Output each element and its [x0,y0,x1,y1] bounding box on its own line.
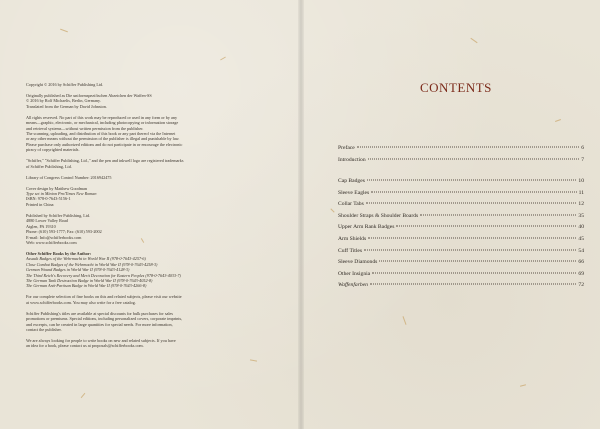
toc-entry[interactable] [338,224,584,236]
other-book-item: German Wound Badges in World War II (978-0-7643-4128-3) [26,267,130,273]
other-books-heading: Other Schiffer Books by the Author: [26,250,92,256]
origin-line: Originally published as Die uniformspezifischen Abzeichen der Waffen-SS [26,93,152,98]
toc-front-matter [338,145,584,168]
toc-entry[interactable] [338,271,584,283]
toc-entry-label: Upper Arm Rank Badges [338,224,395,231]
catalog-note [26,294,286,305]
other-book-item: The German Anti-Partisan Badge in World War II (978-0-7643-4266-8) [26,283,147,289]
rights-line: or any other means without the permission of the publisher is illegal and punishable by law. [26,136,180,142]
authors-note-line: We are always looking for people to write books on new and related subjects. If you have [26,337,176,343]
rights-line: Please purchase only authorized editions and do not participate in or encourage the electronic [26,141,183,147]
toc-entry-label: Introduction [338,156,366,163]
toc-entry-page: 12 [578,201,584,208]
design-line: Cover design by Matthew Goodman [26,185,87,191]
trademark-block [26,158,286,169]
toc-leader-dots [364,249,576,250]
other-book-item: Assault Badges of the Wehrmacht in World War II (978-0-7643-4257-6) [26,256,146,262]
toc-leader-dots [357,147,579,148]
authors-note [26,338,286,349]
origin-line: Translated from the German by David Johnston. [26,103,107,109]
toc-leader-dots [420,214,576,215]
toc-leader-dots [396,226,576,227]
toc-entry[interactable] [338,190,584,202]
paper-fleck [60,29,68,33]
toc-entry-label: Cuff Titles [338,247,362,254]
catalog-line: at www.schifferbooks.com. You may also write for a free catalog. [26,299,136,305]
special-sales-line: Schiffer Publishing's titles are available at special discounts for bulk purchases for sales [26,310,173,316]
toc-entry-page: 7 [581,156,584,163]
toc-leader-dots [371,191,576,192]
toc-entry[interactable] [338,236,584,248]
toc-entry-label: Other Insignia [338,270,371,277]
toc-entry-label: Shoulder Straps & Shoulder Boards [338,212,419,219]
paper-fleck [470,38,477,43]
toc-entry-page: 10 [578,178,584,184]
toc-leader-dots [366,203,577,204]
toc-entry-page: 35 [578,212,584,219]
copyright-page [26,82,286,354]
rights-block [26,115,286,153]
authors-note-line: an idea for a book, please contact us at proposals@schifferbooks.com. [26,343,144,349]
paper-fleck [220,57,226,61]
publisher-line: Published by Schiffer Publishing, Ltd. [26,212,91,218]
design-line: ISBN: 978-0-7643-5156-1 [26,196,71,202]
design-block [26,186,286,208]
paper-fleck [81,393,86,398]
toc-entry[interactable] [338,213,584,225]
toc-entry-page: 72 [578,282,584,289]
toc-entry-page: 6 [581,145,584,151]
toc-leader-dots [367,180,577,181]
toc-entry[interactable] [338,157,584,169]
origin-line: © 2016 by Rolf Michaelis, Berlin, Germany. [26,98,101,104]
toc-entry-label: Sleeve Eagles [338,189,370,196]
toc-entry-page: 54 [578,247,584,254]
paper-fleck [520,384,526,387]
other-book-item: The Third Reich's Recovery and Merit Decoration for Eastern Peoples (978-0-7643-4033-7) [26,272,181,278]
toc-leader-dots [368,158,580,159]
toc-entry-label: Arm Shields [338,235,367,242]
loc-number: Library of Congress Control Number: 2016942475 [26,174,112,180]
trademark-line: "Schiffer," "Schiffer Publishing, Ltd.," and the pen and inkwell logo are registered trademarks [26,158,184,164]
toc-entry-page: 69 [578,270,584,277]
toc-entry-label: Collar Tabs [338,201,364,208]
special-sales-line: promotions or premiums. Special editions, including personalized covers, corporate imprints, [26,316,183,322]
special-sales-block [26,311,286,333]
catalog-line: For our complete selection of fine books on this and related subjects, please visit our website [26,294,182,300]
publisher-web[interactable]: Web: www.schifferbooks.com [26,239,77,245]
rights-line: means—graphic, electronic, or mechanical, including photocopying or information storage [26,120,179,126]
other-book-item: Close Combat Badges of the Wehrmacht in World War II (978-0-7643-4258-3) [26,261,158,267]
toc-entry[interactable] [338,145,584,157]
toc-entry-page: 11 [578,189,584,196]
toc-entry[interactable] [338,201,584,213]
other-books-block [26,251,286,289]
special-sales-line: contact the publisher. [26,326,62,332]
toc-entry-page: 40 [578,224,584,231]
rights-line: All rights reserved. No part of this work may be reproduced or used in any form or by any [26,114,178,120]
paper-fleck [555,119,561,122]
toc-leader-dots [372,272,576,273]
paper-fleck [330,208,334,212]
toc-entry-page: 45 [578,235,584,242]
toc-entry-label: Preface [338,145,355,151]
design-line: Type set in Minion Pro/Times New Roman [26,191,97,197]
toc-leader-dots [368,237,576,238]
paper-fleck [402,316,406,325]
publisher-block [26,213,286,245]
book-gutter [298,0,304,429]
publisher-email[interactable]: E-mail: Info@schifferbooks.com [26,234,82,240]
trademark-line: of Schiffer Publishing, Ltd. [26,163,72,169]
toc-entry-label: Cap Badges [338,178,365,184]
toc-entry[interactable] [338,178,584,190]
toc-leader-dots [379,261,576,262]
rights-line: and retrieval systems—without written permission from the publisher. [26,125,144,131]
toc-leader-dots [370,284,576,285]
toc-chapters [338,178,584,294]
publisher-line: Phone: (610) 593-1777; Fax: (610) 593-2002 [26,229,102,235]
publisher-line: Atglen, PA 19310 [26,223,56,229]
origin-block [26,93,286,109]
other-book-item: The German Tank Destruction Badge in World War II (978-0-7643-4052-8) [26,277,153,283]
rights-line: piracy of copyrighted materials. [26,147,80,153]
contents-title: CONTENTS [420,80,492,95]
paper-fleck [250,359,257,361]
toc-entry[interactable] [338,248,584,260]
toc-entry[interactable] [338,282,584,294]
toc-entry-label: Sleeve Diamonds [338,259,378,266]
copyright-line: Copyright © 2016 by Schiffer Publishing Ltd. [26,82,104,87]
toc-entry-page: 66 [578,259,584,266]
rights-line: The scanning, uploading, and distribution of this book or any part thereof via the Internet [26,131,176,137]
toc-entry-label: Waffenfarben [338,282,368,289]
special-sales-line: and excerpts, can be created in large quantities for special needs. For more information, [26,321,173,327]
publisher-line: 4880 Lower Valley Road [26,218,68,224]
toc-entry[interactable] [338,259,584,271]
design-line: Printed in China [26,201,54,207]
